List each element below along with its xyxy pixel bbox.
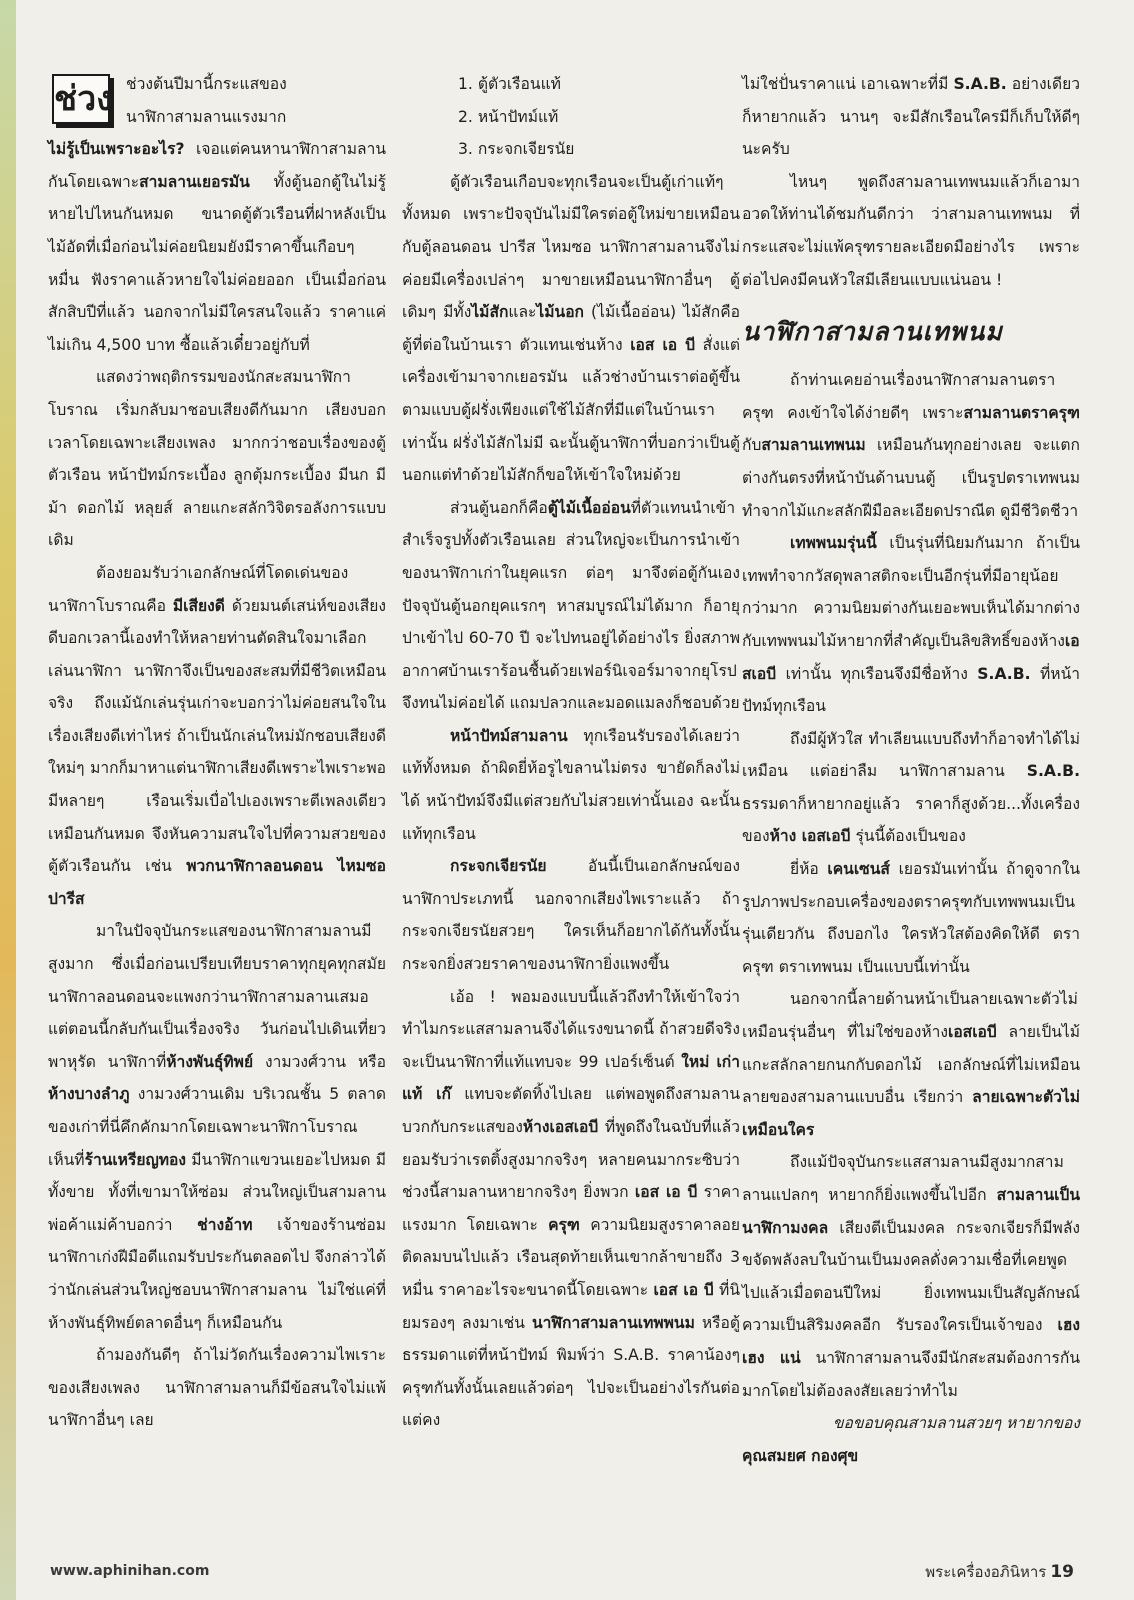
bold-text: เอส เอ บี — [634, 1183, 698, 1202]
text: เสียงตีเป็นมงคล กระจกเจียรก็มีพลังขจัดพลังลบในบ้านเป็นมงคลดั่งความเชื่อที่เคยพูดไปแล้วเมื่อตอนปีใหม่ ยิ่งเทพนมเป็นสัญลักษณ์ความเป็นสิริมงคลอีก รับรองใครเป็นเจ้าของ — [742, 1218, 1080, 1335]
text: ที่นิยมรองๆ ลงมาเช่น — [402, 1280, 740, 1332]
bold-text: ไม้สัก — [471, 303, 509, 322]
paragraph — [742, 364, 1080, 527]
bold-text: หน้าปัทม์สามลาน — [450, 726, 568, 745]
list-item: 3. กระจกเจียรนัย — [458, 140, 575, 159]
bold-text: ตู้ไม้เนื้ออ่อน — [547, 498, 631, 517]
paragraph — [402, 720, 740, 850]
bold-text: ช่างอ้าท — [197, 1215, 253, 1234]
text: เอ้อ ! พอมองแบบนี้แล้วถึงทำให้เข้าใจว่าทำไมกระแสสามลานจึงได้แรงขนาดนี้ ถ้าสวยดีจริงจะเป็นนาฬิกาที่แท้แทบจะ 99 เปอร์เซ็นต์ — [402, 987, 740, 1071]
magazine-name: พระเครื่องอภินิหาร — [925, 1563, 1047, 1581]
feature-list — [402, 68, 740, 166]
bold-text: เทพพนมรุ่นนี้ — [790, 534, 877, 553]
thanks-line: ขอขอบคุณสามลานสวยๆ หายากของ — [832, 1414, 1080, 1433]
text: งามวงศ์วาน หรือ — [253, 1052, 387, 1071]
text: สั่งแต่เครื่องเข้ามาจากเยอรมัน แล้วช่างบ้านเราต่อตู้ขึ้นตามแบบตู้ฝรั่งเพียงแต่ใช้ไม้สักที่มีแต่ในบ้านเราเท่านั้น ฝรั่งไม้สักไม่มี ฉะนั้นตู้นาฬิกาที่บอกว่าเป็นตู้นอกแต่ทำด้วยไม้สักก็ขอให้เข้าใจใหม่ด้วย — [402, 335, 740, 485]
text: ถึงมีผู้หัวใส ทำเลียนแบบถึงทำก็อาจทำได้ไม่เหมือน แต่อย่าลืม นาฬิกาสามลาน — [742, 729, 1080, 781]
page-number: 19 — [1050, 1562, 1074, 1582]
text: อย่างเดียวก็หายากแล้ว นานๆ จะมีสักเรือนใครมีก็เก็บให้ดีๆ นะครับ — [742, 75, 1080, 159]
bold-text: ห้าง เอสเอบี — [769, 827, 851, 846]
paragraph — [402, 850, 740, 980]
bold-text: ห้างบางลำภู — [48, 1085, 130, 1104]
text: ทุกเรือนรับรองได้เลยว่าแท้ทั้งหมด ถ้าผิดยี่ห้อรูไขลานไม่ตรง ขายัดก็ลงไม่ได้ หน้าปัทม์จึงมีแต่สวยกับไม่สวยเท่านั้นเอง ฉะนั้นแท้ทุกเรือน — [402, 726, 740, 843]
text: นาฬิกาสามลานจึงมีนักสะสมต้องการกันมากโดยไม่ต้องลงสัยเลยว่าทำไม — [742, 1348, 1080, 1400]
article-column-2 — [402, 68, 740, 1437]
credit-name: คุณสมยศ กองศุข — [742, 1446, 859, 1465]
text: ลายเป็นไม้แกะสลักลายกนกกับดอกไม้ เอกลักษณ์ที่ไม่เหมือนลายของสามลานแบบอื่น เรียกว่า — [742, 1023, 1080, 1107]
bold-text: นาฬิกาสามลานเทพพนม — [531, 1313, 695, 1332]
text: หรือตู้ธรรมดาแต่ที่หน้าปัทม์ พิมพ์ว่า S.A.B. ราคาน้องๆ ครุฑกันทั้งนั้นเลยแล้วต่อๆ ไปจะเป็นอย่างไรกันต่อแต่คง — [402, 1313, 740, 1430]
bold-text: ห้างพันธุ์ทิพย์ — [166, 1052, 254, 1071]
bold-text: สามลานเยอรมัน — [139, 172, 250, 191]
text: ความนิยมสูงราคาลอยติดลมบนไปแล้ว เรือนสุดท้ายเห็นเขากล้าขายถึง 3 หมื่น ราคาอะไรจะขนาดนี้โดยเฉพาะ — [402, 1215, 740, 1299]
text: ไม่ใช่ปั่นราคาแน่ เอาเฉพาะที่มี — [742, 75, 954, 93]
bold-text: เฮง เฮง แน่ — [742, 1316, 1080, 1367]
lead-word-box: ช่วง — [52, 74, 110, 124]
bold-text: สามลานตราครุฑ — [963, 403, 1080, 422]
text: เยอรมันเท่านั้น ถ้าดูจากในรูปภาพประกอบเครื่องของตราครุฑกับเทพพนมเป็นรุ่นเดียวกัน ถึงบอกไง ใครหัวใสต้องคิดให้ดี ตราครุฑ ตราเทพนม เป็นแบบนี้เท่านั้น — [742, 860, 1080, 976]
text: อันนี้เป็นเอกลักษณ์ของนาฬิกาประเภทนี้ นอกจากเสียงไพเราะแล้ว ถ้ากระจกเจียรนัยสวยๆ ใครเห็นก็อยากได้กันทั้งนั้น กระจกยิ่งสวยราคาของนาฬิกายิ่งแพงขึ้น — [402, 857, 740, 974]
paragraph — [742, 723, 1080, 853]
text: ช่วงต้นปีมานี้กระแสของ — [126, 75, 287, 93]
bold-text: พวกนาฬิกาลอนดอน ไหมซอ ปารีส — [48, 857, 386, 908]
paragraph — [48, 915, 386, 1339]
text: ต้องยอมรับว่าเอกลักษณ์ที่โดดเด่นของนาฬิกาโบราณคือ — [48, 563, 349, 615]
website-url: www.aphinihan.com — [50, 1563, 210, 1579]
bold-text: ร้านเหรียญทอง — [84, 1150, 187, 1169]
credit-line — [742, 1440, 1080, 1473]
paragraph: แสดงว่าพฤติกรรมของนักสะสมนาฬิกาโบราณ เริ่มกลับมาชอบเสียงดีกันมาก เสียงบอกเวลาโดยเฉพาะเสียงเพลง มากกว่าชอบเรื่องของตู้ตัวเรือน หน้าปัทม์กระเบื้อง ลูกตุ้มกระเบื้อง มีนก มีม้า ดอกไม้ หลุยส์ ลายแกะสลักวิจิตรอลังการแบบเดิม — [48, 368, 386, 550]
bold-text: เอสเอบี — [947, 1023, 997, 1042]
text: ที่หน้าปัทม์ทุกเรือน — [742, 664, 1080, 716]
bold-text: เอส เอ บี — [653, 1280, 714, 1299]
text: มาในปัจจุบันกระแสของนาฬิกาสามลานมีสูงมาก ซึ่งเมื่อก่อนเปรียบเทียบราคาทุกยุคทุกสมัย นาฬิกาลอนดอนจะแพงกว่านาฬิกาสามลานเสมอ แต่ตอนนี้กลับกันเป็นเรื่องจริง วันก่อนไปเดินเที่ยวพาหุรัด นาฬิกาที่ — [48, 922, 386, 1071]
paragraph: ไหนๆ พูดถึงสามลานเทพนมแล้วก็เอามาอวดให้ท่านได้ชมกันดีกว่า ว่าสามลานเทพนม ที่กระแสจะไม่แพ้ครุฑรายละเอียดมือย่างไร เพราะต่อไปคงมีคนหัวใสมีเลียนแบบแน่นอน ! — [742, 172, 1080, 289]
page-footer — [925, 1560, 1074, 1584]
text: เป็นรุ่นที่นิยมกันมาก ถ้าเป็นเทพทำจากวัสดุพลาสติกจะเป็นอีกรุ่นที่มีอายุน้อยกว่ามาก ความนิยมต่างกันเยอะพบเห็นได้มากต่างกับเทพพนมไม้หายากที่สำคัญเป็นลิขสิทธิ์ของห้าง — [742, 534, 1080, 650]
bold-text: S.A.B. — [977, 664, 1031, 683]
text: และ — [508, 303, 537, 322]
bold-text: ใหม่ เก่า แท้ เก๊ — [402, 1052, 740, 1104]
paragraph — [402, 166, 740, 492]
paragraph — [742, 983, 1080, 1146]
text: ที่ตัวแทนนำเข้าสำเร็จรูปทั้งตัวเรือนเลย ส่วนใหญ่จะเป็นการนำเข้าของนาฬิกาเก่าในยุคแรก ต่อๆ มาจึงต่อตู้กันเอง ปัจจุบันตู้นอกยุคแรกๆ หาสมบูรณ์ไม่ได้มาก ก็อายุปาเข้าไป 60-70 ปี จะไปทนอยู่ได้อย่างไร ยิ่งสภาพอากาศบ้านเราร้อนชื้นด้วยเฟอร์นิเจอร์มาจากยุโรปจึงทนไม่ค่อยได้ แถมปลวกและมอดแมลงก็ชอบด้วย — [402, 498, 740, 713]
page-edge — [0, 0, 16, 1600]
text: งามวงศ์วานเดิม บริเวณชั้น 5 ตลาดของเก่าที่นี่คึกคักมากโดยเฉพาะนาฬิกาโบราณ เห็นที่ — [48, 1085, 386, 1169]
bold-text: ห้างเอสเอบี — [522, 1118, 599, 1136]
text: ส่วนตู้นอกก็คือ — [450, 498, 548, 517]
text: เท่านั้น ทุกเรือนจึงมีชื่อห้าง — [776, 664, 978, 683]
bold-text: เอสเอบี — [742, 631, 1080, 683]
paragraph — [402, 492, 740, 720]
text: เจอแต่คนหานาฬิกาสามลานกันโดยเฉพาะ — [48, 140, 386, 191]
text: รุ่นนี้ต้องเป็นของ — [850, 827, 966, 846]
text: ราคาแรงมาก โดยเฉพาะ — [402, 1183, 740, 1234]
paragraph — [742, 527, 1080, 723]
paragraph — [402, 981, 740, 1437]
bold-text: S.A.B. — [953, 75, 1007, 93]
bold-text: เคนเซนส์ — [827, 860, 890, 879]
text: ถ้าท่านเคยอ่านเรื่องนาฬิกาสามลานตราครุฑ คงเข้าใจได้ง่ายดีๆ เพราะ — [742, 371, 1056, 422]
list-item: 2. หน้าปัทม์แท้ — [458, 107, 559, 126]
bold-text: ไม่รู้เป็นเพราะอะไร? — [48, 140, 185, 159]
bold-text: มีเสียงดี — [172, 596, 225, 615]
text: ตู้ตัวเรือนเกือบจะทุกเรือนจะเป็นตู้เก่าแท้ๆ ทั้งหมด เพราะปัจจุบันไม่มีใครต่อตู้ใหม่ขายเหมือนกับตู้ลอนดอน ปารีส ไหมซอ นาฬิกาสามลานจึงไม่ค่อยมีเครื่องเปล่าๆ มาขายเหมือนนาฬิกาอื่นๆ ตู้เดิมๆ มีทั้ง — [402, 172, 740, 322]
text: นอกจากนี้ลายด้านหน้าเป็นลายเฉพาะตัวไม่เหมือนรุ่นอื่นๆ ที่ไม่ใช่ของห้าง — [742, 990, 1078, 1042]
article-column-1 — [48, 68, 386, 1437]
text: นาฬิกาสามลานแรงมาก — [126, 107, 287, 126]
bold-text: สามลานเป็นนาฬิกามงคล — [742, 1186, 1080, 1237]
text: กับ — [742, 436, 762, 455]
text: ด้วยมนต์เสน่ห์ของเสียงดีบอกเวลานี้เองทำให้หลายท่านตัดสินใจมาเลือกเล่นนาฬิกา นาฬิกาจึงเป็นของสะสมที่มีชีวิตเหมือนจริง ถึงแม้นักเล่นรุ่นเก่าจะบอกว่าไม่ค่อยสนใจในเรื่องเสียงดีเท่าไหร่ ถ้าเป็นนักเล่นใหม่มักชอบเสียงดี ใหม่ๆ มากก็มาหาแต่นาฬิกาเสียงดีเพราะไพเราะพอมีหลายๆ เรือนเริ่มเบื่อไปเองเพราะตีเพลงเดียวเหมือนกันหมด จึงหันความสนใจไปที่ความสวยของตู้ตัวเรือนกัน เช่น — [48, 596, 386, 876]
bold-text: เอส เอ บี — [630, 335, 696, 354]
paragraph — [742, 853, 1080, 983]
text: ธรรมดาก็หายากอยู่แล้ว ราคาก็สูงด้วย...ทั้งเครื่องของ — [742, 794, 1080, 846]
text: ถึงแม้ปัจจุบันกระแสสามลานมีสูงมากสามลานแปลกๆ หายากก็ยิ่งแพงขึ้นไปอีก — [742, 1153, 1064, 1204]
text: (ไม้เนื้ออ่อน) ไม้สักคือ ตู้ที่ต่อในบ้านเรา ตัวแทนเช่นห้าง — [402, 303, 740, 354]
bold-text: ครุฑ — [548, 1215, 580, 1234]
text: ทั้งตู้นอกตู้ในไม่รู้หายไปไหนกันหมด ขนาดตู้ตัวเรือนที่ฝาหลังเป็นไม้อัดที่เมื่อก่อนไม่ค่อยนิยมยังมีราคาขึ้นเกือบๆ หมื่น ฟังราคาแล้วหายใจไม่ค่อยออก เป็นเมื่อก่อนสักสิบปีที่แล้ว นอกจากไม่มีใครสนใจแล้ว ราคาแค่ไม่เกิน 4,500 บาท ซื้อแล้วเดี๋ยวอยู่กับที่ — [48, 172, 386, 354]
article-column-3 — [742, 68, 1080, 1472]
paragraph — [742, 1146, 1080, 1407]
text: มีนาฬิกาแขวนเยอะไปหมด มีทั้งขาย ทั้งที่เขามาให้ซ่อม ส่วนใหญ่เป็นสามลาน พ่อค้าแม่ค้าบอกว่า — [48, 1150, 386, 1234]
text: เจ้าของร้านซ่อมนาฬิกาเก่งฝีมือดีแถมรับประกันตลอดไป จึงกล่าวได้ว่านักเล่นส่วนใหญ่ชอบนาฬิกาสามลาน ไม่ใช่แค่ที่ห้างพันธุ์ทิพย์ตลาดอื่นๆ ก็เหมือนกัน — [48, 1215, 387, 1332]
paragraph: ถ้ามองกันดีๆ ถ้าไม่วัดกันเรื่องความไพเราะของเสียงเพลง นาฬิกาสามลานก็มีข้อสนใจไม่แพ้นาฬิกาอื่นๆ เลย — [48, 1346, 386, 1430]
paragraph — [742, 68, 1080, 166]
text: แทบจะตัดทิ้งไปเลย แต่พอพูดถึงสามลาน บวกกับกระแสของ — [402, 1085, 741, 1136]
bold-text: ไม้นอก — [536, 303, 584, 322]
bold-text: ลายเฉพาะตัวไม่เหมือนใคร — [742, 1088, 1080, 1139]
text: เหมือนกันทุกอย่างเลย จะแตกต่างกันตรงที่หน้าบันด้านบนตู้ เป็นรูปตราเทพนม ทำจากไม้แกะสลักฝีมือละเอียดปราณีต ดูมีชีวิตชีวา — [742, 436, 1080, 520]
list-item: 1. ตู้ตัวเรือนแท้ — [458, 75, 561, 93]
paragraph — [48, 557, 386, 916]
text: ยี่ห้อ — [790, 860, 828, 879]
text: ที่พูดถึงในฉบับที่แล้วยอมรับว่าเรตติ้งสูงมากจริงๆ หลายคนมากระซิบว่า ช่วงนี้สามลานหายากจริงๆ ยิ่งพวก — [402, 1118, 740, 1202]
section-heading: นาฬิกาสามลานเทพนม — [742, 317, 1003, 347]
bold-text: S.A.B. — [1026, 762, 1080, 781]
bold-text: สามลานเทพนม — [761, 436, 866, 455]
bold-text: กระจกเจียรนัย — [450, 857, 547, 876]
